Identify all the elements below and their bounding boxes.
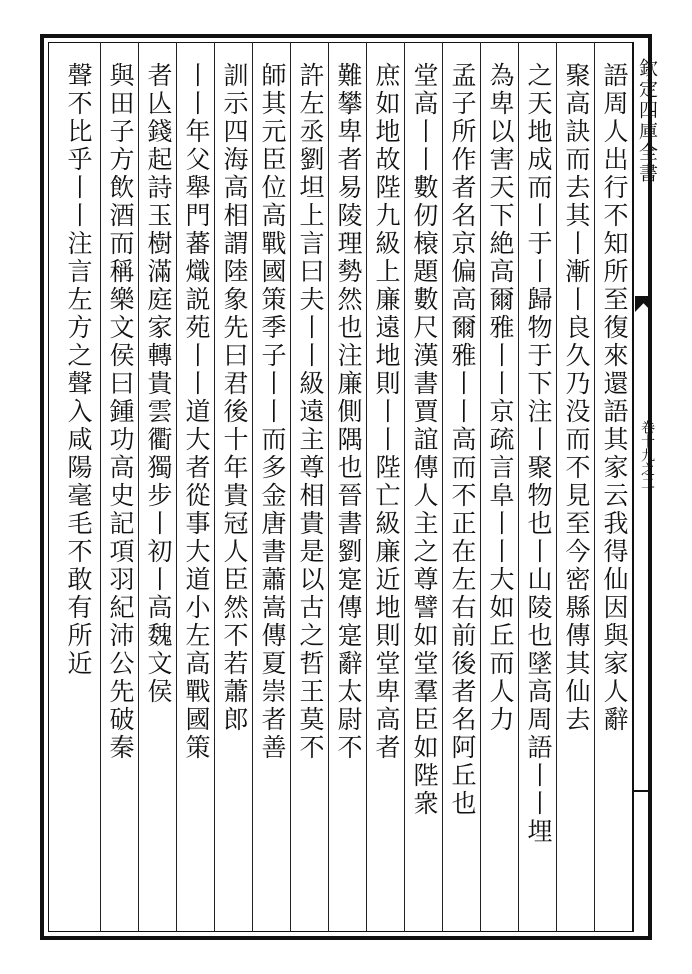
column-rule	[138, 42, 139, 932]
text-column: 聲不比乎丨丨注言左方之聲入咸陽毫毛不敢有所近	[64, 62, 93, 678]
column-rule	[480, 42, 481, 932]
text-column: 丨丨年父舉門蕃熾説苑丨丨道大者從事大道小左高戰國策	[182, 62, 211, 762]
column-rule	[366, 42, 367, 932]
text-column: 庶如地故陛九級上廉遠地則丨丨陛亡級廉近地則堂卑高者	[372, 62, 401, 762]
column-rule	[518, 42, 519, 932]
margin-volume: 卷十九之二	[639, 420, 655, 490]
column-rule	[404, 42, 405, 932]
text-column: 與田子方飲酒而稱樂文侯曰鍾功高史記項羽紀沛公先破秦	[106, 62, 135, 762]
text-column: 聚高訣而去其丨漸丨良久乃没而不見至今密縣傳其仙去	[562, 62, 591, 734]
column-rule	[556, 42, 557, 932]
column-rule	[176, 42, 177, 932]
text-column: 師其元臣位高戰國策季子丨丨而多金唐書蕭嵩傳夏崇者善	[258, 62, 287, 762]
text-column: 之天地成而丨于丨歸物于下注丨聚物也丨山陵也墜高周語丨丨埋	[524, 62, 553, 846]
text-column: 孟子所作者名京偏高爾雅丨丨高而不正在左右前後者名阿丘也	[448, 62, 477, 818]
column-rule	[442, 42, 443, 932]
text-column: 難攀卑者易陵理勢然也注廉側隅也晉書劉寔傳寔辭太尉不	[334, 62, 363, 762]
text-column: 語周人出行不知所至復來還語其家云我得仙因與家人辭	[600, 62, 629, 734]
text-column: 許左丞劉坦上言曰夫丨丨級遠主尊相貴是以古之哲王莫不	[296, 62, 325, 762]
text-column: 為卑以害天下絶高爾雅丨丨京疏言阜丨丨大如丘而人力	[486, 62, 515, 734]
margin-title: 欽定四庫全書	[636, 58, 658, 184]
column-rule	[214, 42, 215, 932]
text-column: 堂高丨丨數仞榱題數尺漢書賈誼傳人主之尊譬如堂羣臣如陛衆	[410, 62, 439, 818]
column-rule	[290, 42, 291, 932]
column-rule	[100, 42, 101, 932]
text-column: 訓示四海高相謂陸象先曰君後十年貴冠人臣然不若蕭郎	[220, 62, 249, 734]
margin-tick	[634, 790, 652, 792]
column-rule	[328, 42, 329, 932]
text-column: 者亾錢起詩玉樹滿庭家轉貴雲衢獨步丨初丨高魏文侯	[144, 62, 173, 706]
column-rule	[252, 42, 253, 932]
column-rule	[594, 42, 595, 932]
